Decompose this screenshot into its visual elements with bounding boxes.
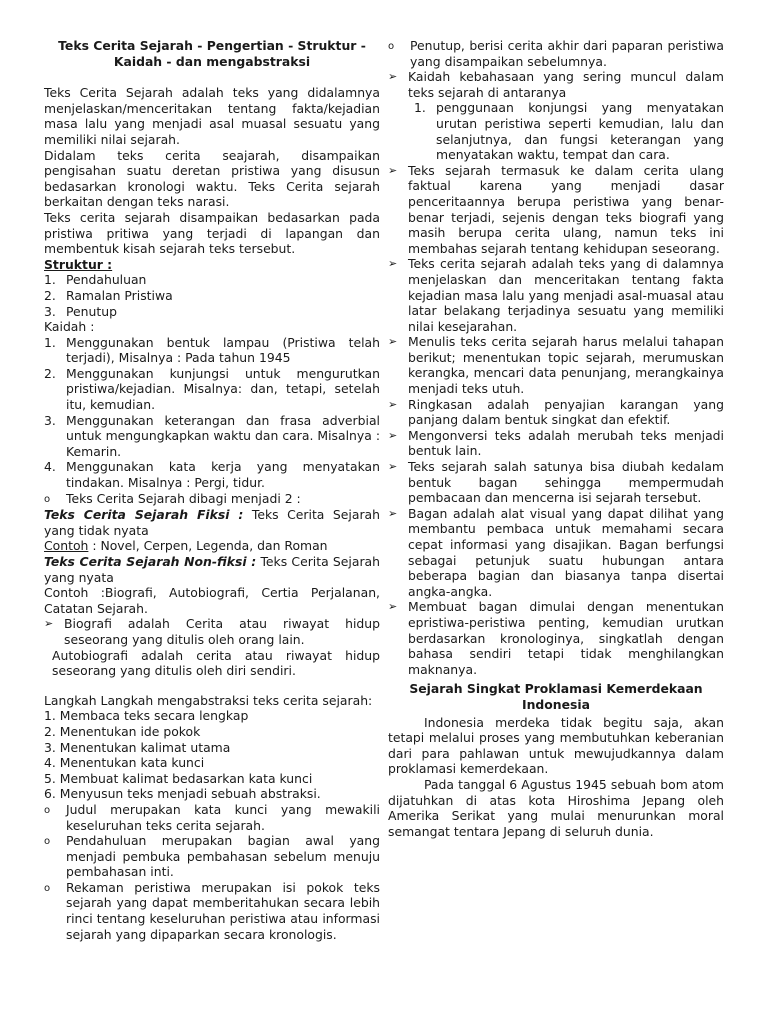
- document-title: Teks Cerita Sejarah - Pengertian - Struktur - Kaidah - dan mengabstraksi: [58, 38, 366, 69]
- kaidah-kebahasaan-text: Kaidah kebahasaan yang sering muncul dalam teks sejarah di antaranya: [408, 69, 724, 100]
- biografi-text: Biografi adalah Cerita atau riwayat hidup seseorang yang ditulis oleh orang lain.: [64, 616, 380, 647]
- struktur-text: Pendahuluan: [66, 272, 147, 288]
- kaidah-sub-text: penggunaan konjungsi yang menyatakan urutan peristiwa seperti kemudian, lalu dan selanjutnya, dan fungsi keterangan yang menyatakan waktu, tempat dan cara.: [436, 100, 724, 163]
- nonfiksi-label: Teks Cerita Sejarah Non-fiksi :: [44, 554, 257, 569]
- circle-item: [44, 802, 380, 833]
- right-column: [388, 38, 724, 839]
- kaidah-text: Menggunakan bentuk lampau (Pristiwa telah terjadi), Misalnya : Pada tahun 1945: [66, 334, 380, 366]
- kaidah-text: Menggunakan kata kerja yang menyatakan tindakan. Misalnya : Pergi, tidur.: [66, 459, 380, 491]
- circle-bullet-icon: o: [388, 41, 395, 52]
- circle-item: [44, 833, 380, 880]
- circle-item-text: Pendahuluan merupakan bagian awal yang menjadi pembuka pembahasan sebelum menuju pembahasan inti.: [66, 833, 380, 880]
- arrow-bullet-icon: ➢: [388, 428, 398, 442]
- arrow-item-text: Menulis teks cerita sejarah harus melalui tahapan berikut; menentukan topic sejarah, merumuskan kerangka, mencari data penunjang, merangkainya menjadi teks utuh.: [408, 334, 724, 397]
- circle-item: [44, 880, 380, 942]
- kaidah-sub-item: [414, 100, 724, 162]
- arrow-item: [388, 506, 724, 600]
- langkah-title: Langkah Langkah mengabstraksi teks cerita sejarah:: [44, 692, 373, 708]
- langkah-item: 6. Menyusun teks menjadi sebuah abstraksi.: [44, 786, 321, 802]
- arrow-item-text: Bagan adalah alat visual yang dapat dilihat yang membantu pembaca untuk memahami secara cepat informasi yang disajikan. Bagan berfungsi sebagai petunjuk suatu hubungan antara beberapa bagian dan biasanya tanpa disertai angka-angka.: [408, 505, 724, 599]
- arrow-item: [388, 459, 724, 506]
- history-paragraph-2: Pada tanggal 6 Agustus 1945 sebuah bom atom dijatuhkan di atas kota Hiroshima Jepang oleh Amerika Serikat yang mulai menurunkan moral semangat tentara Jepang di seluruh dunia.: [388, 776, 724, 839]
- arrow-item: [388, 428, 724, 459]
- kaidah-num: 1.: [44, 334, 56, 350]
- arrow-item: [388, 256, 724, 334]
- nonfiksi-text: Teks Cerita Sejarah yang nyata: [44, 554, 380, 585]
- arrow-item: [388, 334, 724, 396]
- langkah-item: 5. Membuat kalimat bedasarkan kata kunci: [44, 770, 313, 786]
- kaidah-item: [44, 366, 380, 413]
- struktur-item: [44, 288, 380, 304]
- circle-bullet-icon: o: [44, 493, 51, 505]
- intro-paragraph-3: Teks cerita sejarah disampaikan bedasarkan pada pristiwa pritiwa yang terjadi di lapangan dan membentuk kisah sejarah teks tersebut.: [44, 209, 380, 257]
- fiksi-label: Teks Cerita Sejarah Fiksi :: [44, 507, 244, 523]
- dibagi-item: [44, 491, 380, 508]
- arrow-bullet-icon: ➢: [388, 163, 398, 177]
- fiksi-text: Teks Cerita Sejarah yang tidak nyata: [44, 507, 380, 538]
- kaidah-item: [44, 335, 380, 366]
- kaidah-text: Menggunakan keterangan dan frasa adverbial untuk mengungkapkan waktu dan cara. Misalnya : Kemarin.: [66, 412, 380, 459]
- langkah-item: 4. Menentukan kata kunci: [44, 755, 205, 771]
- contoh-text: : Novel, Cerpen, Legenda, dan Roman: [88, 538, 328, 554]
- arrow-item-text: Mengonversi teks adalah merubah teks menjadi bentuk lain.: [408, 427, 724, 459]
- struktur-num: 2.: [44, 287, 56, 303]
- contoh2-paragraph: Contoh :Biografi, Autobiografi, Certia Perjalanan, Catatan Sejarah.: [44, 585, 380, 616]
- circle-bullet-icon: o: [44, 882, 51, 894]
- circle-bullet-icon: o: [44, 804, 51, 816]
- kaidah-kebahasaan-item: [388, 69, 724, 100]
- arrow-bullet-icon: ➢: [388, 460, 398, 474]
- arrow-item: [388, 397, 724, 428]
- biografi-item: [44, 616, 380, 647]
- struktur-num: 3.: [44, 303, 56, 319]
- arrow-bullet-icon: ➢: [388, 506, 398, 520]
- langkah-item: 3. Menentukan kalimat utama: [44, 739, 231, 755]
- intro-paragraph-1: Teks Cerita Sejarah adalah teks yang didalamnya menjelaskan/menceritakan tentang fakta/kejadian masa lalu yang menjadi asal muasal sesuatu yang memiliki nilai sejarah.: [44, 85, 380, 147]
- arrow-item: [388, 163, 724, 257]
- circle-item-text: Rekaman peristiwa merupakan isi pokok teks sejarah yang dapat memberitahukan secara lebih rinci tentang keseluruhan peristiwa atau informasi sejarah yang dipaparkan secara kronologis.: [66, 879, 380, 942]
- arrow-item-text: Teks cerita sejarah adalah teks yang di dalamnya menjelaskan dan menceritakan tentang fakta kejadian masa lalu yang menjadi asal-muasal atau latar belakang terjadinya sesuatu yang memiliki nilai kesejarahan.: [408, 256, 724, 334]
- struktur-item: [44, 304, 380, 320]
- arrow-item-text: Teks sejarah termasuk ke dalam cerita ulang faktual karena yang menjadi dasar penceritaannya berupa peristiwa yang benar-benar terjadi, sejenis dengan teks biografi yang masih berupa cerita ulang, namun teks ini membahas sejarah tentang kehidupan seseorang.: [408, 162, 724, 256]
- arrow-item-text: Teks sejarah salah satunya bisa diubah kedalam bentuk bagan sehingga mempermudah pembacaan dan mencerna isi sejarah tersebut.: [408, 459, 724, 506]
- kaidah-item: [44, 459, 380, 490]
- arrow-bullet-icon: ➢: [388, 257, 398, 271]
- arrow-bullet-icon: ➢: [44, 617, 54, 631]
- history-paragraph-1: Indonesia merdeka tidak begitu saja, akan tetapi melalui proses yang membutuhkan keberanian dari para pahlawan untuk mewujudkannya dalam proklamasi kemerdekaan.: [388, 714, 724, 777]
- circle-item-text: Judul merupakan kata kunci yang mewakili keseluruhan teks cerita sejarah.: [66, 801, 380, 833]
- left-column: [44, 38, 380, 942]
- arrow-item: [388, 599, 724, 677]
- kaidah-num: 4.: [44, 459, 56, 475]
- dibagi-text: Teks Cerita Sejarah dibagi menjadi 2 :: [66, 490, 301, 506]
- penutup-item: [388, 38, 724, 69]
- kaidah-item: [44, 413, 380, 460]
- struktur-label: Struktur :: [44, 256, 113, 272]
- fiksi-paragraph: [44, 507, 380, 538]
- arrow-bullet-icon: ➢: [388, 70, 398, 84]
- kaidah-heading: Kaidah :: [44, 319, 95, 335]
- arrow-bullet-icon: ➢: [388, 600, 398, 614]
- autobiografi-paragraph: Autobiografi adalah cerita atau riwayat hidup seseorang yang ditulis oleh diri sendiri.: [52, 647, 380, 679]
- kaidah-text: Menggunakan kunjungsi untuk mengurutkan pristiwa/kejadian. Misalnya: dan, tetapi, setelah itu, kemudian.: [66, 365, 380, 413]
- penutup-text: Penutup, berisi cerita akhir dari paparan peristiwa yang disampaikan sebelumnya.: [410, 38, 724, 69]
- kaidah-num: 3.: [44, 412, 56, 428]
- intro-paragraph-2: Didalam teks cerita seajarah, disampaikan pengisahan suatu deretan pristiwa yang disusun bedasarkan kronologi waktu. Teks Cerita sejarah berkaitan dengan teks narasi.: [44, 147, 380, 210]
- struktur-item: [44, 272, 380, 288]
- contoh-paragraph: [44, 538, 380, 554]
- arrow-item-text: Ringkasan adalah penyajian karangan yang panjang dalam bentuk singkat dan efektif.: [408, 396, 724, 428]
- struktur-text: Ramalan Pristiwa: [66, 287, 173, 303]
- nonfiksi-paragraph: [44, 554, 380, 585]
- struktur-num: 1.: [44, 272, 56, 288]
- arrow-bullet-icon: ➢: [388, 397, 398, 411]
- arrow-item-text: Membuat bagan dimulai dengan menentukan epristiwa-peristiwa penting, kemudian urutkan berdasarkan kronologinya, singkatlah dengan bahasa sendiri tetapi tidak menghilangkan maknanya.: [408, 599, 724, 677]
- circle-bullet-icon: o: [44, 836, 51, 848]
- section-title: Sejarah Singkat Proklamasi Kemerdekaan Indonesia: [409, 681, 703, 712]
- kaidah-sub-num: 1.: [414, 100, 426, 116]
- struktur-heading: [44, 257, 380, 273]
- langkah-item: 1. Membaca teks secara lengkap: [44, 708, 249, 724]
- arrow-bullet-icon: ➢: [388, 335, 398, 349]
- spacer: [44, 679, 380, 693]
- langkah-item: 2. Menentukan ide pokok: [44, 723, 201, 739]
- struktur-text: Penutup: [66, 303, 117, 319]
- contoh-label: Contoh: [44, 538, 89, 554]
- kaidah-num: 2.: [44, 365, 56, 381]
